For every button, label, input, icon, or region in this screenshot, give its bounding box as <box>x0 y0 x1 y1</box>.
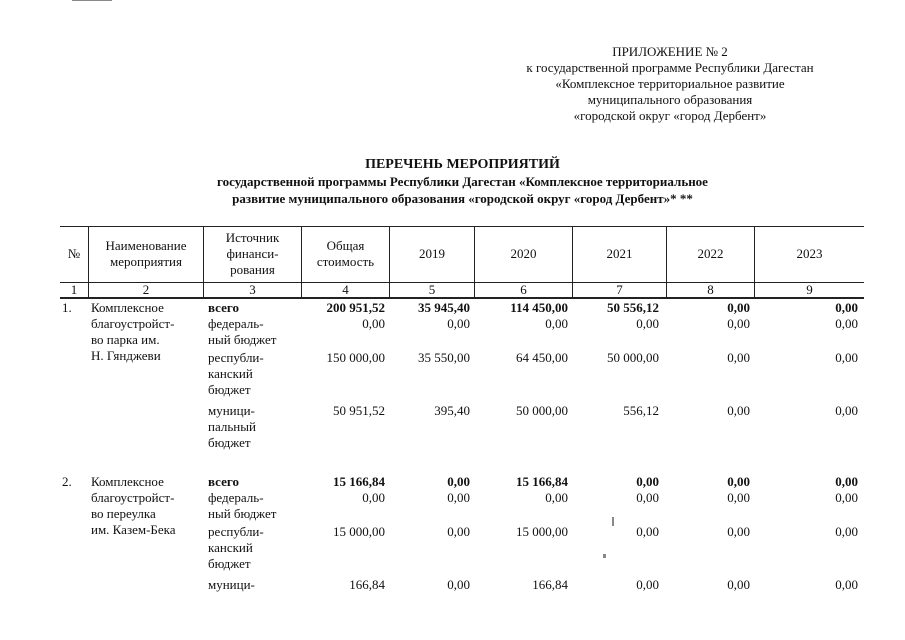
amount-cell: 0,00 <box>727 524 750 539</box>
funding-source-line: пальный <box>208 419 256 434</box>
amount-cell: 166,84 <box>532 577 568 592</box>
header-total-line: Общая <box>326 238 365 253</box>
document-title <box>60 156 865 207</box>
header-source-line: рования <box>230 262 275 277</box>
funding-source-line: федераль- <box>208 316 264 331</box>
activity-name-line: им. Казем-Бека <box>91 522 176 537</box>
activity-name-line: во переулка <box>91 506 156 521</box>
column-number: 5 <box>428 281 436 297</box>
column-number: 2 <box>142 281 150 297</box>
amount-cell: 0,00 <box>727 316 750 331</box>
amount-cell: 0,00 <box>835 577 858 592</box>
funding-source-line: бюджет <box>208 435 251 450</box>
funding-source <box>208 350 298 398</box>
scan-artifact <box>603 554 606 558</box>
funding-source <box>208 316 298 348</box>
amount-cell: 50 951,52 <box>333 403 385 418</box>
amount-cell: 0,00 <box>362 490 385 505</box>
header-source <box>204 226 301 282</box>
funding-source-line: республи- <box>208 350 264 365</box>
header-source-line: финанси- <box>226 246 279 261</box>
funding-source-line: муници- <box>208 403 255 418</box>
appendix-line: «Комплексное территориальное развитие <box>555 76 785 91</box>
column-number: 1 <box>70 281 78 297</box>
activity-name-line: Комплексное <box>91 474 164 489</box>
header-name-line: Наименование <box>105 238 187 253</box>
amount-cell: 0,00 <box>727 403 750 418</box>
amount-cell: 0,00 <box>835 300 858 315</box>
amount-cell: 0,00 <box>835 490 858 505</box>
column-number: 3 <box>249 281 256 297</box>
title-main: ПЕРЕЧЕНЬ МЕРОПРИЯТИЙ <box>365 157 560 172</box>
amount-cell: 0,00 <box>636 474 659 489</box>
funding-source-line: муници- <box>208 577 255 592</box>
appendix-line: ПРИЛОЖЕНИЕ № 2 <box>612 44 728 59</box>
header-total-line: стоимость <box>316 254 375 269</box>
header-year-2019: 2019 <box>419 246 445 261</box>
amount-cell: 0,00 <box>447 577 470 592</box>
amount-cell: 0,00 <box>636 316 659 331</box>
funding-source <box>208 300 298 316</box>
activity-name-line: благоустройст- <box>91 316 175 331</box>
activity-name <box>91 474 203 538</box>
amount-cell: 0,00 <box>727 490 750 505</box>
funding-source-line: республи- <box>208 524 264 539</box>
funding-source-line: канский <box>208 366 253 381</box>
scan-artifact <box>72 0 112 1</box>
amount-cell: 0,00 <box>447 524 470 539</box>
amount-cell: 0,00 <box>835 350 858 365</box>
activity-name <box>91 300 203 364</box>
amount-cell: 0,00 <box>727 474 750 489</box>
funding-source-line: ный бюджет <box>208 506 277 521</box>
header-no: № <box>67 246 81 261</box>
numbers-bottom-border <box>60 297 864 299</box>
funding-source-line: бюджет <box>208 382 251 397</box>
activity-name-line: во парка им. <box>91 332 160 347</box>
amount-cell: 35 945,40 <box>418 300 470 315</box>
amount-cell: 0,00 <box>447 316 470 331</box>
amount-cell: 64 450,00 <box>516 350 568 365</box>
activity-name-line: Н. Гянджеви <box>91 348 161 363</box>
amount-cell: 395,40 <box>434 403 470 418</box>
header-name <box>89 226 203 282</box>
funding-source-line: всего <box>208 474 239 489</box>
funding-source <box>208 403 298 451</box>
funding-source-line: бюджет <box>208 556 251 571</box>
amount-cell: 0,00 <box>362 316 385 331</box>
amount-cell: 0,00 <box>835 403 858 418</box>
amount-cell: 0,00 <box>835 474 858 489</box>
amount-cell: 166,84 <box>349 577 385 592</box>
activity-name-line: благоустройст- <box>91 490 175 505</box>
funding-source <box>208 577 298 593</box>
title-line: развитие муниципального образования «городской округ «город Дербент»* ** <box>232 191 693 206</box>
amount-cell: 0,00 <box>447 474 470 489</box>
amount-cell: 114 450,00 <box>510 300 568 315</box>
funding-source <box>208 524 298 572</box>
amount-cell: 556,12 <box>623 403 659 418</box>
title-line: государственной программы Республики Дагестан «Комплексное территориальное <box>217 174 708 189</box>
amount-cell: 50 000,00 <box>516 403 568 418</box>
appendix-line: «городской округ «город Дербент» <box>573 108 767 123</box>
header-total <box>302 226 389 282</box>
amount-cell: 0,00 <box>835 524 858 539</box>
funding-source-line: канский <box>208 540 253 555</box>
amount-cell: 15 166,84 <box>516 474 568 489</box>
header-year-2023: 2023 <box>796 246 823 261</box>
amount-cell: 0,00 <box>835 316 858 331</box>
row-number: 2. <box>62 474 72 489</box>
amount-cell: 0,00 <box>727 350 750 365</box>
amount-cell: 50 000,00 <box>607 350 659 365</box>
amount-cell: 200 951,52 <box>326 300 385 315</box>
funding-source <box>208 474 298 490</box>
activity-name-line: Комплексное <box>91 300 164 315</box>
scan-artifact <box>612 517 614 526</box>
amount-cell: 15 166,84 <box>333 474 385 489</box>
header-year-2020: 2020 <box>510 246 537 261</box>
amount-cell: 0,00 <box>545 316 568 331</box>
funding-source <box>208 490 298 522</box>
column-number: 4 <box>342 281 349 297</box>
column-number: 6 <box>520 281 527 297</box>
amount-cell: 50 556,12 <box>607 300 659 315</box>
row-number: 1. <box>62 300 72 315</box>
header-name-line: мероприятия <box>109 254 182 269</box>
amount-cell: 0,00 <box>727 577 750 592</box>
funding-source-line: федераль- <box>208 490 264 505</box>
appendix-line: муниципального образования <box>587 92 753 107</box>
funding-source-line: всего <box>208 300 239 315</box>
column-number: 8 <box>707 281 714 297</box>
amount-cell: 15 000,00 <box>516 524 568 539</box>
header-year-2022: 2022 <box>697 246 724 261</box>
amount-cell: 0,00 <box>727 300 750 315</box>
amount-cell: 0,00 <box>447 490 470 505</box>
amount-cell: 0,00 <box>636 577 659 592</box>
header-source-line: Источник <box>225 230 280 245</box>
funding-source-line: ный бюджет <box>208 332 277 347</box>
amount-cell: 35 550,00 <box>418 350 470 365</box>
amount-cell: 15 000,00 <box>333 524 385 539</box>
header-year-2021: 2021 <box>606 246 633 261</box>
amount-cell: 0,00 <box>636 524 659 539</box>
appendix-block <box>470 44 870 124</box>
amount-cell: 0,00 <box>545 490 568 505</box>
column-number: 9 <box>806 281 813 297</box>
amount-cell: 0,00 <box>636 490 659 505</box>
appendix-line: к государственной программе Республики Дагестан <box>526 60 814 75</box>
column-number: 7 <box>616 281 623 297</box>
amount-cell: 150 000,00 <box>326 350 385 365</box>
